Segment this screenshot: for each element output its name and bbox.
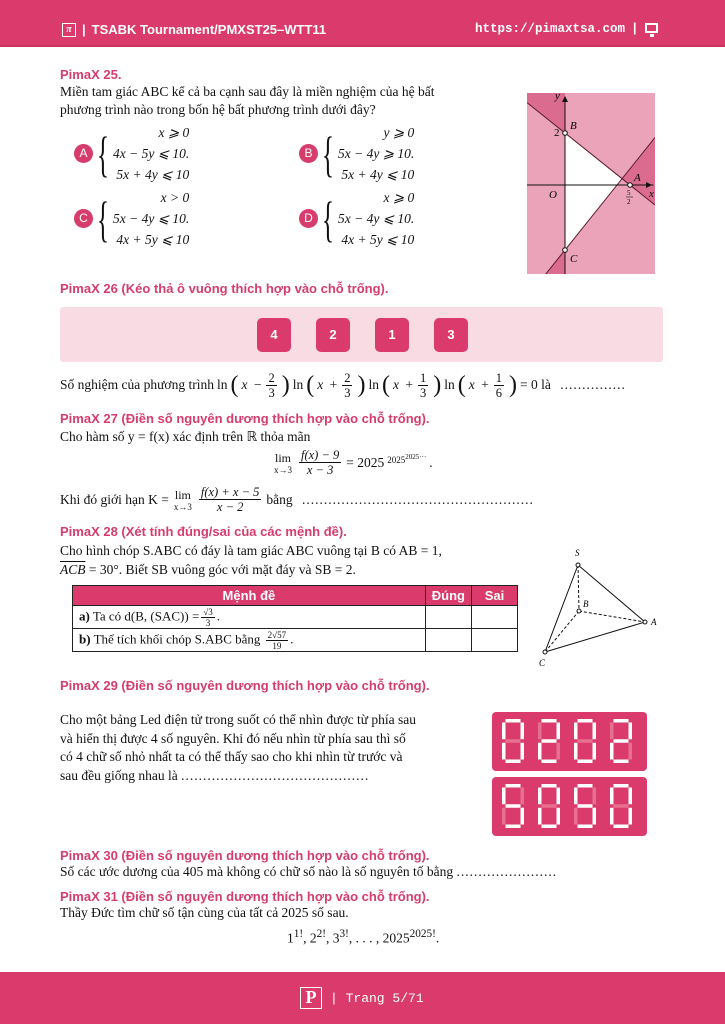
tick-x-den: 2	[627, 198, 631, 206]
tick-y-2: 2	[554, 127, 560, 139]
led-segment	[502, 743, 506, 760]
led-segment	[542, 739, 557, 743]
led-segment	[506, 784, 521, 788]
led-segment	[542, 760, 557, 764]
led-segment	[521, 723, 525, 740]
led-segment	[521, 788, 525, 805]
led-display-back	[492, 777, 647, 836]
power-sequence: $1^{1!}$, $2^{2!}$, $3^{3!}$, . . . , $2025^{2025!}$.	[287, 928, 440, 946]
led-display-front	[492, 712, 647, 771]
question-text: Cho hàm số y = f(x) xác định trên ℝ thỏa mãn	[60, 429, 311, 444]
led-segment	[610, 808, 614, 825]
led-segment	[506, 719, 521, 723]
answer-blank[interactable]: ...............	[560, 377, 626, 392]
led-segment	[578, 804, 593, 808]
true-cell[interactable]	[425, 629, 471, 652]
question-title: PimaX 26 (Kéo thả ô vuông thích hợp vào chỗ trống).	[60, 281, 389, 296]
led-segment	[578, 739, 593, 743]
x-label: x	[649, 188, 654, 200]
led-segment	[574, 788, 578, 805]
led-segment	[614, 719, 629, 723]
header-url[interactable]: https://pimaxtsa.com	[475, 22, 626, 36]
y-label: y	[555, 93, 560, 102]
led-segment	[574, 723, 578, 740]
answer-option-d[interactable]: D { x ⩾ 0 5x − 4y ⩽ 10. 4x + 5y ⩽ 10	[299, 187, 414, 250]
true-cell[interactable]	[425, 606, 471, 629]
led-segment	[506, 804, 521, 808]
drag-tile[interactable]: 4	[257, 318, 291, 352]
point-c-label: C	[570, 253, 578, 265]
question-text: Số các ước dương của 405 mà không có chữ số nào là số nguyên tố bằng .......................	[60, 864, 558, 879]
answer-option-c[interactable]: C { x > 0 5x − 4y ⩽ 10. 4x + 5y ⩽ 10	[74, 187, 189, 250]
led-segment	[557, 743, 561, 760]
option-badge[interactable]: C	[74, 209, 93, 228]
option-badge[interactable]: B	[299, 144, 318, 163]
origin-label: O	[549, 189, 557, 201]
question-text: Miền tam giác ABC kể cả ba cạnh sau đây là miền nghiệm của hệ bất	[60, 84, 435, 99]
led-segment	[610, 723, 614, 740]
led-segment	[629, 788, 633, 805]
led-segment	[542, 719, 557, 723]
pyramid-figure	[530, 545, 665, 670]
question-text: $\overline{ACB} = 30^\circ$. Biết SB vuông góc với mặt đáy và SB = 2.	[60, 562, 356, 577]
question-title: PimaX 29 (Điền số nguyên dương thích hợp vào chỗ trống).	[60, 678, 430, 693]
led-segment	[614, 804, 629, 808]
question-title: PimaX 25.	[60, 67, 122, 82]
answer-option-a[interactable]: A { x ⩾ 0 4x − 5y ⩽ 10. 5x + 4y ⩽ 10	[74, 122, 189, 185]
led-segment	[557, 723, 561, 740]
led-segment	[506, 760, 521, 764]
led-segment	[629, 723, 633, 740]
limit-question: Khi đó giới hạn K = lim x→3 $\frac{f(x) + x - 5}{x - 2}$ bằng .....................................................	[60, 485, 534, 514]
answer-blank[interactable]: ...........................................	[181, 767, 370, 783]
vertex-c-label: C	[539, 658, 546, 668]
question-text: Cho hình chóp S.ABC có đáy là tam giác ABC vuông tại B có AB = 1,	[60, 543, 442, 558]
led-segment	[542, 784, 557, 788]
led-segment	[610, 743, 614, 760]
led-segment	[542, 804, 557, 808]
page-header: π | TSABK Tournament/PMXST25–WTT11 https://pimaxtsa.com |	[0, 0, 725, 47]
led-segment	[614, 760, 629, 764]
led-segment	[578, 784, 593, 788]
page-number: | Trang 5/71	[330, 990, 424, 1006]
question-text: phương trình nào trong bốn hệ bất phương trình dưới đây?	[60, 102, 376, 117]
vertex-b-label: B	[583, 599, 589, 609]
led-segment	[506, 825, 521, 829]
led-segment	[506, 739, 521, 743]
question-title: PimaX 28 (Xét tính đúng/sai của các mệnh đề).	[60, 524, 347, 539]
limit-formula: lim x→3 $\frac{f(x) - 9}{x - 3}$ = 2025 $^{2025^{2025\cdot\cdot\cdot}}$ .	[274, 448, 433, 477]
false-cell[interactable]	[472, 606, 518, 629]
pimax-logo: P	[300, 987, 322, 1009]
question-title: PimaX 27 (Điền số nguyên dương thích hợp vào chỗ trống).	[60, 411, 430, 426]
vertex-s-label: S	[575, 548, 580, 558]
led-segment	[574, 743, 578, 760]
led-segment	[614, 784, 629, 788]
pi-icon: π	[62, 23, 76, 37]
question-text: Thầy Đức tìm chữ số tận cùng của tất cả 2025 số sau.	[60, 905, 349, 920]
led-segment	[614, 739, 629, 743]
led-segment	[557, 808, 561, 825]
led-segment	[578, 719, 593, 723]
answer-blank[interactable]: .....................................................	[302, 491, 534, 507]
vertex-a-label: A	[651, 617, 657, 627]
led-segment	[614, 825, 629, 829]
point-a-label: A	[634, 172, 641, 184]
led-segment	[610, 788, 614, 805]
monitor-icon[interactable]	[645, 23, 658, 33]
true-false-table: Mệnh đề Đúng Sai a) Ta có d(B, (SAC)) = $\frac{√3}{3}$ . b) Thể tích khối chóp S.ABC bằng $\frac{2√57}{19}$ .	[72, 585, 518, 652]
page-footer	[0, 972, 725, 1024]
led-segment	[593, 723, 597, 740]
led-segment	[574, 808, 578, 825]
led-segment	[593, 808, 597, 825]
question-text: Cho một bảng Led điện tử trong suốt có thể nhìn được từ phía sau và hiển thị được 4 số nguyên. Khi đó nếu nhìn từ phía sau thì số có 4 chữ số nhỏ nhất ta có thể thấy sao cho khi nhìn từ trước và sau đều giống nhau là ...........................................	[60, 712, 417, 783]
tick-x-num: 5	[627, 189, 631, 197]
led-segment	[578, 760, 593, 764]
solution-region-graph	[527, 93, 655, 274]
answer-option-b[interactable]: B { y ⩾ 0 5x − 4y ⩾ 10. 5x + 4y ⩽ 10	[299, 122, 414, 185]
led-segment	[578, 825, 593, 829]
option-badge[interactable]: D	[299, 209, 318, 228]
false-cell[interactable]	[472, 629, 518, 652]
header-title: TSABK Tournament/PMXST25–WTT11	[91, 22, 327, 37]
led-segment	[502, 723, 506, 740]
led-segment	[557, 788, 561, 805]
drag-tile[interactable]: 3	[434, 318, 468, 352]
question-title: PimaX 31 (Điền số nguyên dương thích hợp vào chỗ trống).	[60, 889, 430, 904]
led-segment	[538, 788, 542, 805]
point-b-label: B	[570, 120, 577, 132]
led-segment	[629, 743, 633, 760]
led-segment	[502, 808, 506, 825]
led-segment	[593, 788, 597, 805]
led-segment	[542, 825, 557, 829]
led-segment	[593, 743, 597, 760]
led-segment	[502, 788, 506, 805]
drag-tile[interactable]: 1	[375, 318, 409, 352]
drag-drop-area	[60, 307, 663, 362]
option-badge[interactable]: A	[74, 144, 93, 163]
led-segment	[521, 743, 525, 760]
led-segment	[521, 808, 525, 825]
led-segment	[538, 743, 542, 760]
drag-tile[interactable]: 2	[316, 318, 350, 352]
equation-line: Số nghiệm của phương trình ln ( x − $\frac{2}{3}$ ) ln ( x + $\frac{2}{3}$ ) ln ( x + $\frac{1}{3}$ ) ln ( x + $\frac{1}{6}$ ) = 0 là ...............	[60, 370, 626, 400]
led-segment	[538, 808, 542, 825]
led-segment	[538, 723, 542, 740]
led-segment	[629, 808, 633, 825]
answer-blank[interactable]: .......................	[456, 864, 558, 879]
question-title: PimaX 30 (Điền số nguyên dương thích hợp vào chỗ trống).	[60, 848, 430, 863]
table-row: a) Ta có d(B, (SAC)) = $\frac{√3}{3}$ .	[73, 606, 518, 629]
table-row: b) Thể tích khối chóp S.ABC bằng $\frac{2√57}{19}$ .	[73, 629, 518, 652]
